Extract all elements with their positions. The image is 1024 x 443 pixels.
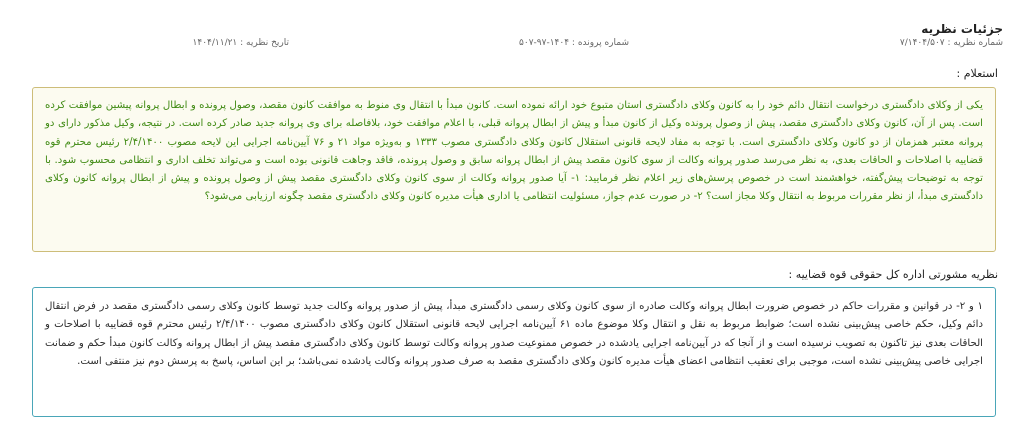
file-number: شماره پرونده : ۱۴۰۴-۹۷-۵۰۷	[519, 38, 629, 48]
inquiry-label: استعلام :	[956, 67, 998, 80]
opinion-meta	[0, 38, 1024, 54]
inquiry-text-box: یکی از وکلای دادگستری درخواست انتقال دائم خود را به کانون وکلای دادگستری استان متبوع خود ارائه نموده است. کانون مبدأ با انتقال وی منوط به موافقت کانون مقصد، وصول پرونده و ابطال پروانه پیشین موافقت کرده است. پس از آن، کانون وکلای دادگستری مقصد، پیش از وصول پرونده وکیل از کانون مبدأ و پیش از ابطال پروانه قبلی، با اعلام موافقت خود، بلافاصله برای وی پروانه جدید صادر کرده است. در نتیجه، وکیل مذکور دارای دو پروانه معتبر همزمان از دو کانون وکلای دادگستری است. با توجه به مفاد لایحه قانونی استقلال کانون وکلای دادگستری مصوب ۱۳۳۳ و بەویژه مواد ۲۱ و ۷۶ آیین‌نامه اجرایی این لایحه مصوب ۲/۴/۱۴۰۰ رئیس محترم قوه قضاییه با اصلاحات و الحاقات بعدی، به نظر می‌رسد صدور پروانه وکالت از سوی کانون مقصد پیش از ابطال پروانه سابق و وصول پرونده، فاقد وجاهت قانونی بوده است و می‌تواند تخلف اداری و انتظامی محسوب شود. با توجه به توضیحات پیش‌گفته، خواهشمند است در خصوص پرسش‌های زیر اعلام نظر فرمایید: ۱- آیا صدور پروانه وکالت از سوی کانون وکلای دادگستری مقصد پیش از وصول پرونده و پیش از ابطال پروانه کانون وکلای دادگستری مبدأ، از نظر مقررات مربوط به انتقال وکلا مجاز است؟ ۲- در صورت عدم جواز، مسئولیت انتظامی یا اداری هیأت مدیره کانون وکلای دادگستری مقصد چگونه ارزیابی می‌شود؟	[32, 87, 996, 252]
page-title: جزئیات نظریه	[921, 22, 1003, 36]
opinion-number: شماره نظریه : ۷/۱۴۰۴/۵۰۷	[899, 38, 1003, 48]
answer-text-box: ۱ و ۲- در قوانین و مقررات حاکم در خصوص ضرورت ابطال پروانه وکالت صادره از سوی کانون وکلای رسمی دادگستری مبدأ، پیش از صدور پروانه وکالت جدید توسط کانون وکلای رسمی دادگستری مقصد در فرض انتقال دائم وکیل، حکم خاصی پیش‌بینی نشده است؛ ضوابط مربوط به نقل و انتقال وکلا موضوع ماده ۶۱ آیین‌نامه اجرایی لایحه قانونی استقلال کانون وکلای دادگستری مصوب ۲/۴/۱۴۰۰ رئیس محترم قوه قضاییه با اصلاحات و الحاقات بعدی نیز تاکنون به تصویب نرسیده است و از آنجا که در آیین‌نامه اجرایی یادشده در خصوص ممنوعیت صدور پروانه وکالت توسط کانون وکلای دادگستری مقصد پیش از ابطال پروانه وکالت کانون مبدأ حکم و ضمانت اجرایی خاصی پیش‌بینی نشده است، موجبی برای تعقیب انتظامی اعضای هیأت مدیره کانون وکلای دادگستری مقصد به صرف صدور پروانه وکالت یادشده نمی‌باشد؛ بر این اساس، پاسخ به پرسش دوم نیز منتفی است.	[32, 287, 996, 417]
opinion-date: تاریخ نظریه : ۱۴۰۴/۱۱/۲۱	[192, 38, 289, 48]
answer-label: نظریه مشورتی اداره کل حقوقی قوه قضاییه :	[788, 268, 998, 281]
